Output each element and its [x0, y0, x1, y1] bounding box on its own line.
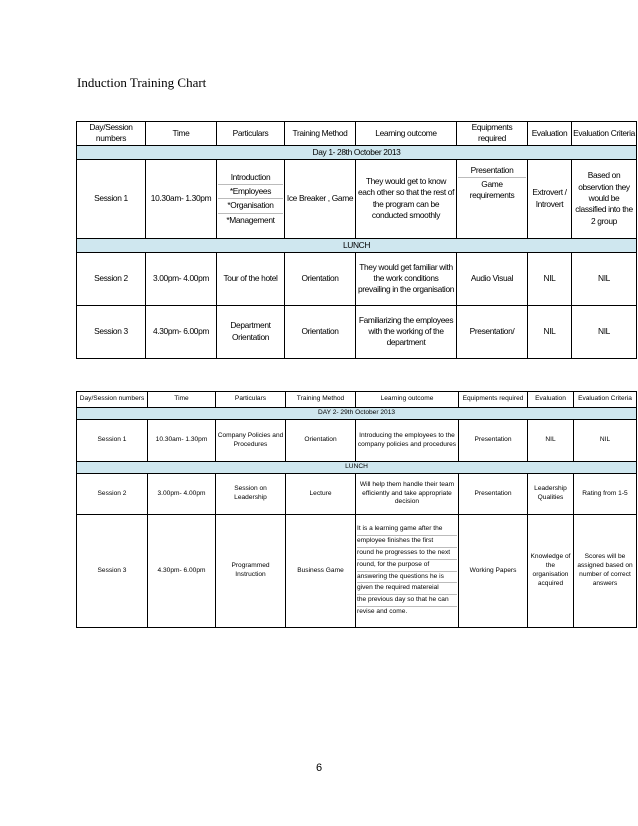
time-cell: 3.00pm- 4.00pm — [148, 474, 216, 515]
time-cell: 4.30pm- 6.00pm — [146, 305, 217, 358]
equipment-cell — [457, 159, 528, 238]
method-cell: Orientation — [285, 252, 356, 305]
outcome-cell: They would get to know each other so that the rest of the program can be conducted smoothly — [356, 159, 457, 238]
method-cell: Orientation — [286, 420, 356, 462]
particulars-line: *Management — [226, 214, 275, 225]
criteria-cell: NIL — [574, 420, 637, 462]
table-header-row — [77, 122, 637, 146]
session-cell: Session 1 — [77, 159, 146, 238]
table-row — [77, 252, 637, 305]
header-evaluation: Evaluation — [528, 392, 574, 408]
header-time: Time — [148, 392, 216, 408]
outcome-cell — [356, 515, 459, 628]
equipment-line: Game requirements — [469, 179, 515, 201]
header-training-method: Training Method — [286, 392, 356, 408]
table-row — [77, 474, 637, 515]
header-day-session: Day/Session numbers — [77, 392, 148, 408]
session-cell: Session 3 — [77, 515, 148, 628]
method-cell: Business Game — [286, 515, 356, 628]
table-row — [77, 305, 637, 358]
time-cell: 10.30am- 1.30pm — [148, 420, 216, 462]
day1-training-table — [76, 121, 637, 359]
outcome-line: employee finishes the first — [357, 536, 457, 548]
outcome-line: given the required matereial — [357, 583, 457, 595]
equipment-cell: Presentation/ — [457, 305, 528, 358]
day2-training-table — [76, 391, 637, 628]
outcome-line: round, for the purpose of — [357, 560, 457, 572]
session-cell: Session 2 — [77, 474, 148, 515]
criteria-cell: Scores will be assigned based on number of correct answers — [574, 515, 637, 628]
table-row — [77, 159, 637, 238]
header-learning-outcome: Learning outcome — [356, 122, 457, 146]
outcome-line: It is a learning game after the — [357, 524, 457, 536]
lunch-label: LUNCH — [77, 238, 637, 252]
outcome-line: answering the questions he is — [357, 572, 457, 584]
equipment-cell: Audio Visual — [457, 252, 528, 305]
equipment-line: Presentation — [458, 164, 526, 178]
header-evaluation-criteria: Evaluation Criteria — [572, 122, 637, 146]
method-cell: Lecture — [286, 474, 356, 515]
evaluation-cell: NIL — [528, 252, 572, 305]
header-learning-outcome: Learning outcome — [356, 392, 459, 408]
page-number: 6 — [315, 762, 323, 774]
outcome-cell: Familiarizing the employees with the working of the department — [356, 305, 457, 358]
particulars-cell: Company Policies and Procedures — [216, 420, 286, 462]
header-equipments: Equipments required — [457, 122, 528, 146]
outcome-cell: Will help them handle their team efficiently and take appropriate decision — [356, 474, 459, 515]
document-title: Induction Training Chart — [77, 75, 207, 90]
particulars-cell: Department Orientation — [217, 305, 285, 358]
day-label: Day 1- 28th October 2013 — [77, 145, 637, 159]
outcome-line: round he progresses to the next — [357, 548, 457, 560]
evaluation-cell: NIL — [528, 305, 572, 358]
session-cell: Session 3 — [77, 305, 146, 358]
time-cell: 4.30pm- 6.00pm — [148, 515, 216, 628]
particulars-cell: Tour of the hotel — [217, 252, 285, 305]
header-time: Time — [146, 122, 217, 146]
particulars-line: Introduction — [218, 171, 283, 185]
evaluation-cell: NIL — [528, 420, 574, 462]
header-evaluation: Evaluation — [528, 122, 572, 146]
equipment-cell: Presentation — [459, 474, 528, 515]
table-row — [77, 420, 637, 462]
lunch-label: LUNCH — [77, 462, 637, 474]
evaluation-cell: Extrovert / Introvert — [528, 159, 572, 238]
criteria-cell: NIL — [572, 252, 637, 305]
particulars-cell — [217, 159, 285, 238]
header-particulars: Particulars — [217, 122, 285, 146]
criteria-cell: NIL — [572, 305, 637, 358]
session-cell: Session 2 — [77, 252, 146, 305]
header-equipments: Equipments required — [459, 392, 528, 408]
outcome-cell: Introducing the employees to the company policies and procedures — [356, 420, 459, 462]
time-cell: 3.00pm- 4.00pm — [146, 252, 217, 305]
method-cell: Orientation — [285, 305, 356, 358]
evaluation-cell: Leadership Qualities — [528, 474, 574, 515]
day-label: DAY 2- 29th October 2013 — [77, 408, 637, 420]
outcome-line: revise and come. — [357, 608, 408, 616]
criteria-cell: Rating from 1-5 — [574, 474, 637, 515]
header-day-session: Day/Session numbers — [77, 122, 146, 146]
header-training-method: Training Method — [285, 122, 356, 146]
header-particulars: Particulars — [216, 392, 286, 408]
particulars-cell: Session on Leadership — [216, 474, 286, 515]
particulars-line: *Organisation — [218, 199, 283, 213]
table-row — [77, 515, 637, 628]
method-cell: Ice Breaker , Game — [285, 159, 356, 238]
criteria-cell: Based on observtion they would be classified into the 2 group — [572, 159, 637, 238]
particulars-cell: Programmed Instruction — [216, 515, 286, 628]
outcome-line: the previous day so that he can — [357, 595, 457, 607]
session-cell: Session 1 — [77, 420, 148, 462]
table-header-row — [77, 392, 637, 408]
header-evaluation-criteria: Evaluation Criteria — [574, 392, 637, 408]
particulars-line: *Employees — [218, 185, 283, 199]
equipment-cell: Presentation — [459, 420, 528, 462]
equipment-cell: Working Papers — [459, 515, 528, 628]
evaluation-cell: Knowledge of the organisation acquired — [528, 515, 574, 628]
time-cell: 10.30am- 1.30pm — [146, 159, 217, 238]
outcome-cell: They would get familiar with the work conditions prevailing in the organisation — [356, 252, 457, 305]
